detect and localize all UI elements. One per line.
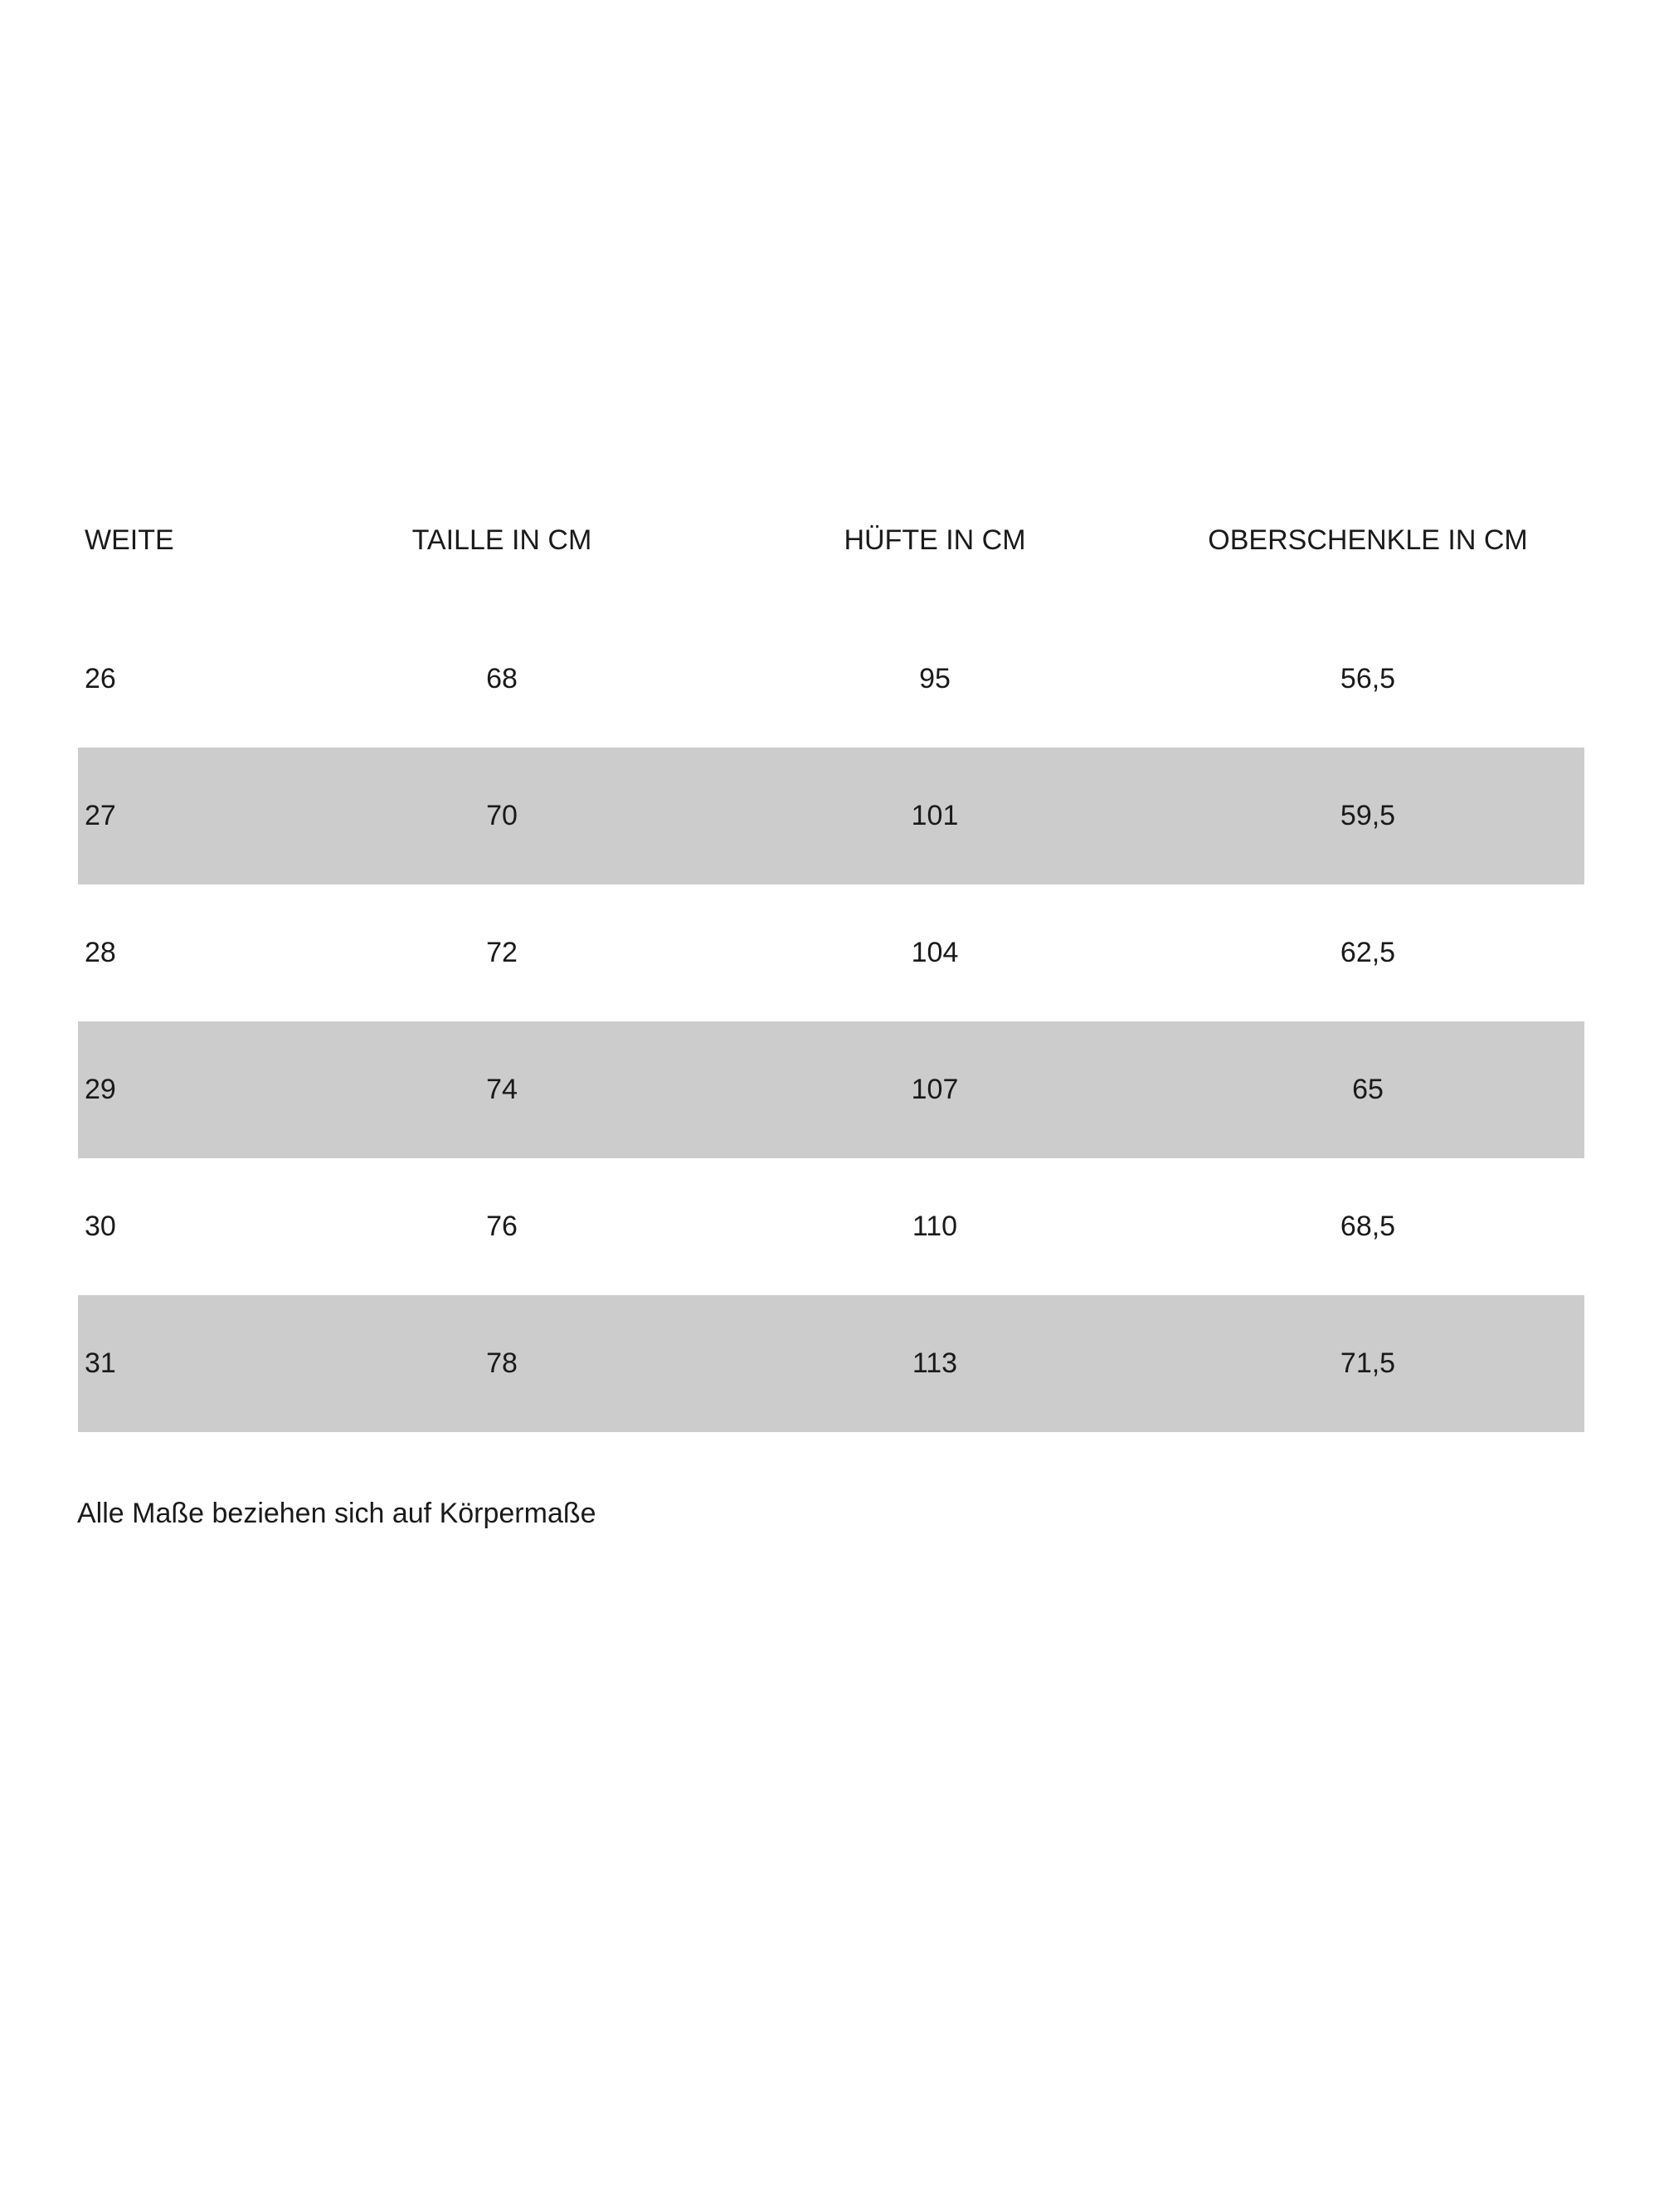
- header-huefte: HÜFTE IN CM: [844, 524, 1026, 556]
- cell-huefte: 101: [911, 800, 959, 831]
- cell-oberschenkel: 56,5: [1340, 663, 1396, 694]
- cell-taille: 72: [486, 937, 518, 968]
- cell-weite: 27: [85, 800, 116, 831]
- cell-huefte: 95: [919, 663, 951, 694]
- cell-weite: 26: [85, 663, 116, 694]
- header-taille: TAILLE IN CM: [411, 524, 592, 556]
- cell-weite: 30: [85, 1211, 116, 1242]
- cell-weite: 28: [85, 937, 116, 968]
- cell-weite: 31: [85, 1347, 116, 1379]
- size-table: [78, 495, 1584, 1432]
- cell-weite: 29: [85, 1074, 116, 1105]
- table-header-row: [78, 495, 1584, 586]
- table-row: [78, 1295, 1584, 1432]
- cell-huefte: 110: [912, 1211, 958, 1242]
- table-row: [78, 1021, 1584, 1158]
- table-row: [78, 748, 1584, 884]
- cell-oberschenkel: 62,5: [1340, 937, 1396, 968]
- measurement-footnote: Alle Maße beziehen sich auf Körpermaße: [77, 1498, 596, 1529]
- table-row: [78, 611, 1584, 748]
- header-oberschenkel: OBERSCHENKLE IN CM: [1208, 524, 1528, 556]
- cell-oberschenkel: 65: [1352, 1074, 1384, 1105]
- cell-oberschenkel: 59,5: [1340, 800, 1396, 831]
- cell-taille: 68: [486, 663, 518, 694]
- cell-oberschenkel: 68,5: [1340, 1211, 1396, 1242]
- header-weite: WEITE: [85, 524, 174, 556]
- cell-oberschenkel: 71,5: [1340, 1347, 1396, 1379]
- cell-huefte: 113: [912, 1347, 958, 1379]
- cell-taille: 78: [486, 1347, 518, 1379]
- cell-huefte: 104: [911, 937, 959, 968]
- table-row: [78, 884, 1584, 1021]
- table-row: [78, 1158, 1584, 1295]
- cell-taille: 76: [486, 1211, 518, 1242]
- cell-taille: 70: [486, 800, 518, 831]
- cell-huefte: 107: [911, 1074, 959, 1105]
- cell-taille: 74: [486, 1074, 518, 1105]
